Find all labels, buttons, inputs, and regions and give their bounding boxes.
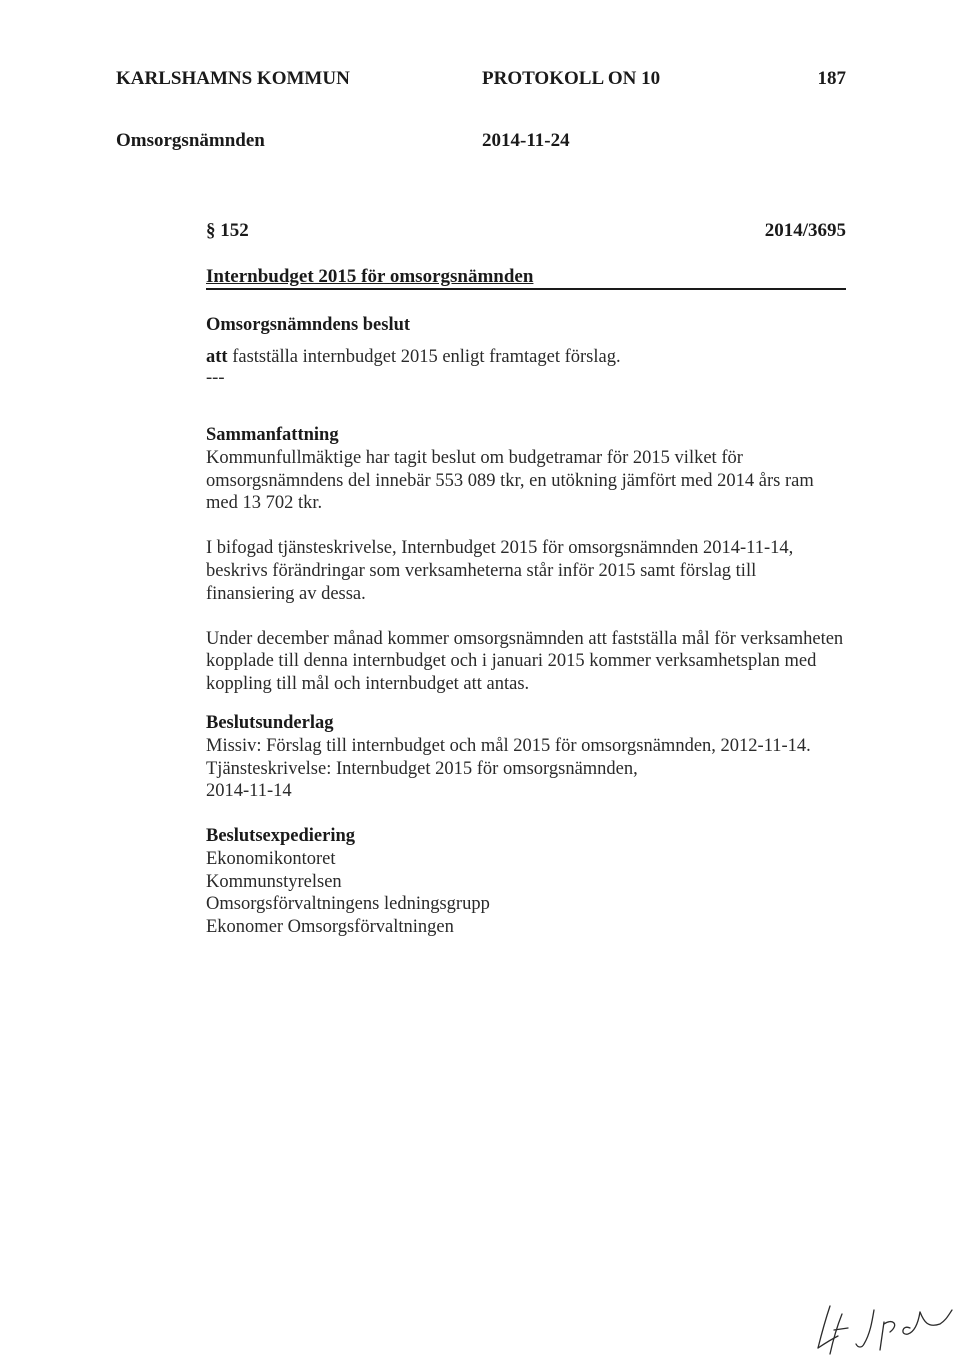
basis-heading: Beslutsunderlag [206, 713, 334, 733]
meeting-date: 2014-11-24 [482, 130, 570, 151]
committee-name: Omsorgsnämnden [116, 130, 265, 151]
summary-paragraph: Kommunfullmäktige har tagit beslut om budgetramar för 2015 vilket för omsorgsnämndens del innebär 553 089 tkr, en utökning jämfört med 2014 års ram med 13 702 tkr. [206, 447, 814, 514]
summary-paragraph: Under december månad kommer omsorgsnämnden att fastställa mål för verksamheten kopplade till denna internbudget och i januari 2015 kommer verksamhetsplan med koppling till mål och internbudget att antas. [206, 628, 844, 695]
summary-heading: Sammanfattning [206, 425, 339, 445]
paragraph-number: § 152 [206, 220, 249, 241]
handwritten-initials [808, 1288, 958, 1358]
recipient-item: Ekonomikontoret [206, 848, 336, 869]
protocol-id: PROTOKOLL ON 10 [482, 68, 661, 89]
basis-line: Tjänsteskrivelse: Internbudget 2015 för omsorgsnämnden, [206, 758, 638, 779]
section-title-row [206, 264, 846, 290]
summary-paragraph: I bifogad tjänsteskrivelse, Internbudget 2015 för omsorgsnämnden 2014-11-14, beskrivs förändringar som verksamheterna står inför 2015 samt förslag till finansiering av dessa. [206, 538, 794, 604]
org-name: KARLSHAMNS KOMMUN [116, 68, 350, 89]
distribution-heading: Beslutsexpediering [206, 826, 356, 846]
recipient-item: Omsorgsförvaltningens ledningsgrupp [206, 894, 490, 915]
decision-heading: Omsorgsnämndens beslut [206, 315, 411, 335]
decision-att: att [206, 346, 228, 367]
recipient-item: Ekonomer Omsorgsförvaltningen [206, 917, 454, 938]
decision-text-row [206, 346, 846, 369]
section-title: Internbudget 2015 för omsorgsnämnden [206, 266, 534, 287]
summary-block [206, 424, 846, 696]
distribution-block [206, 825, 846, 939]
basis-block [206, 712, 846, 803]
page-number: 187 [817, 68, 846, 89]
decision-block [206, 314, 846, 387]
diarie-number: 2014/3695 [764, 220, 846, 241]
basis-line: 2014-11-14 [206, 781, 292, 802]
recipient-item: Kommunstyrelsen [206, 871, 342, 892]
decision-separator: --- [206, 367, 225, 388]
basis-line: Missiv: Förslag till internbudget och mål 2015 för omsorgsnämnden, 2012-11-14. [206, 735, 811, 756]
decision-text: fastställa internbudget 2015 enligt framtaget förslag. [232, 346, 621, 367]
